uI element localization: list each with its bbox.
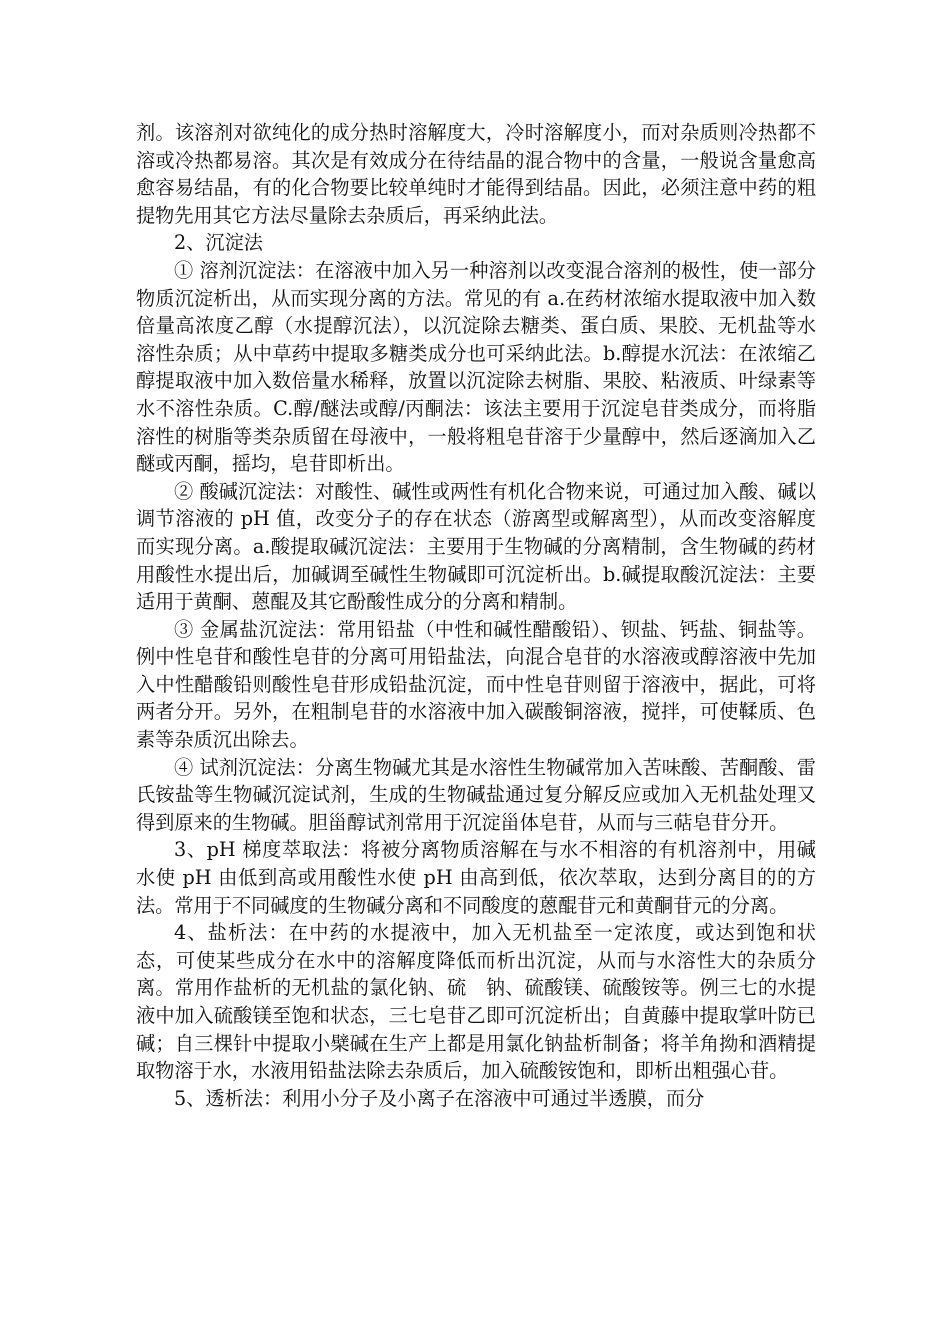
paragraph-recrystallization-end: 剂。该溶剂对欲纯化的成分热时溶解度大，冷时溶解度小，而对杂质则冷热都不溶或冷热都易溶。其次是有效成分在待结晶的混合物中的含量，一般说含量愈高愈容易结晶，有的化合物要比较单纯时才能得到结晶。因此，必须注意中药的粗提物先用其它方法尽量除去杂质后，再采纳此法。 bbox=[136, 121, 816, 227]
heading-precipitation-method: 2、沉淀法 bbox=[174, 231, 263, 255]
paragraph-reagent-precipitation: ④ 试剂沉淀法：分离生物碱尤其是水溶性生物碱常加入苦味酸、苦酮酸、雷氏铵盐等生物碱沉淀试剂，生成的生物碱盐通过复分解反应或加入无机盐处理又得到原来的生物碱。胆甾醇试剂常用于沉淀甾体皂苷，从而与三萜皂苷分开。 bbox=[136, 755, 816, 834]
paragraph-salting-out: 4、盐析法：在中药的水提液中，加入无机盐至一定浓度，或达到饱和状态，可使某些成分在水中的溶解度降低而析出沉淀，从而与水溶性大的杂质分离。常用作盐析的无机盐的氯化钠、硫 钠、硫酸镁、硫酸铵等。例三七的水提液中加入硫酸镁至饱和状态，三七皂苷乙即可沉淀析出；自黄藤中提取掌叶防已碱；自三棵针中提取小檗碱在生产上都是用氯化钠盐析制备；将羊角拗和酒精提取物溶于水，水液用铅盐法除去杂质后，加入硫酸铵饱和，即析出粗强心苷。 bbox=[136, 921, 816, 1083]
paragraph-dialysis: 5、透析法：利用小分子及小离子在溶液中可通过半透膜，而分 bbox=[174, 1086, 705, 1110]
paragraph-ph-gradient-extraction: 3、pH 梯度萃取法：将被分离物质溶解在与水不相溶的有机溶剂中，用碱水使 pH 由低到高或用酸性水使 pH 由高到低，依次萃取，达到分离目的的方法。常用于不同碱度的生物碱分离和不同酸度的蒽醌苷元和黄酮苷元的分离。 bbox=[136, 838, 816, 917]
paragraph-acid-base-precipitation: ② 酸碱沉淀法：对酸性、碱性或两性有机化合物来说，可通过加入酸、碱以调节溶液的 pH 值，改变分子的存在状态（游离型或解离型），从而改变溶解度而实现分离。a.酸提取碱沉淀法：主要用于生物碱的分离精制，含生物碱的药材用酸性水提出后，加碱调至碱性生物碱即可沉淀析出。b.碱提取酸沉淀法：主要适用于黄酮、蒽醌及其它酚酸性成分的分离和精制。 bbox=[136, 479, 816, 614]
paragraph-solvent-precipitation: ① 溶剂沉淀法：在溶液中加入另一种溶剂以改变混合溶剂的极性，使一部分物质沉淀析出，从而实现分离的方法。常见的有 a.在药材浓缩水提取液中加入数倍量高浓度乙醇（水提醇沉法），以沉淀除去糖类、蛋白质、果胶、无机盐等水溶性杂质；从中草药中提取多糖类成分也可采纳此法。b.醇提水沉法：在浓缩乙醇提取液中加入数倍量水稀释，放置以沉淀除去树脂、果胶、粘液质、叶绿素等水不溶性杂质。C.醇/醚法或醇/丙酮法：该法主要用于沉淀皂苷类成分，而将脂溶性的树脂等类杂质留在母液中，一般将粗皂苷溶于少量醇中，然后逐滴加入乙醚或丙酮，摇均，皂苷即析出。 bbox=[136, 258, 816, 476]
document-page bbox=[136, 119, 816, 1112]
paragraph-metal-salt-precipitation: ③ 金属盐沉淀法：常用铅盐（中性和碱性醋酸铅）、钡盐、钙盐、铜盐等。例中性皂苷和酸性皂苷的分离可用铅盐法，向混合皂苷的水溶液或醇溶液中先加入中性醋酸铅则酸性皂苷形成铅盐沉淀，而中性皂苷则留于溶液中，据此，可将两者分开。另外，在粗制皂苷的水溶液中加入碳酸铜溶液，搅拌，可使鞣质、色素等杂质沉出除去。 bbox=[136, 617, 816, 752]
